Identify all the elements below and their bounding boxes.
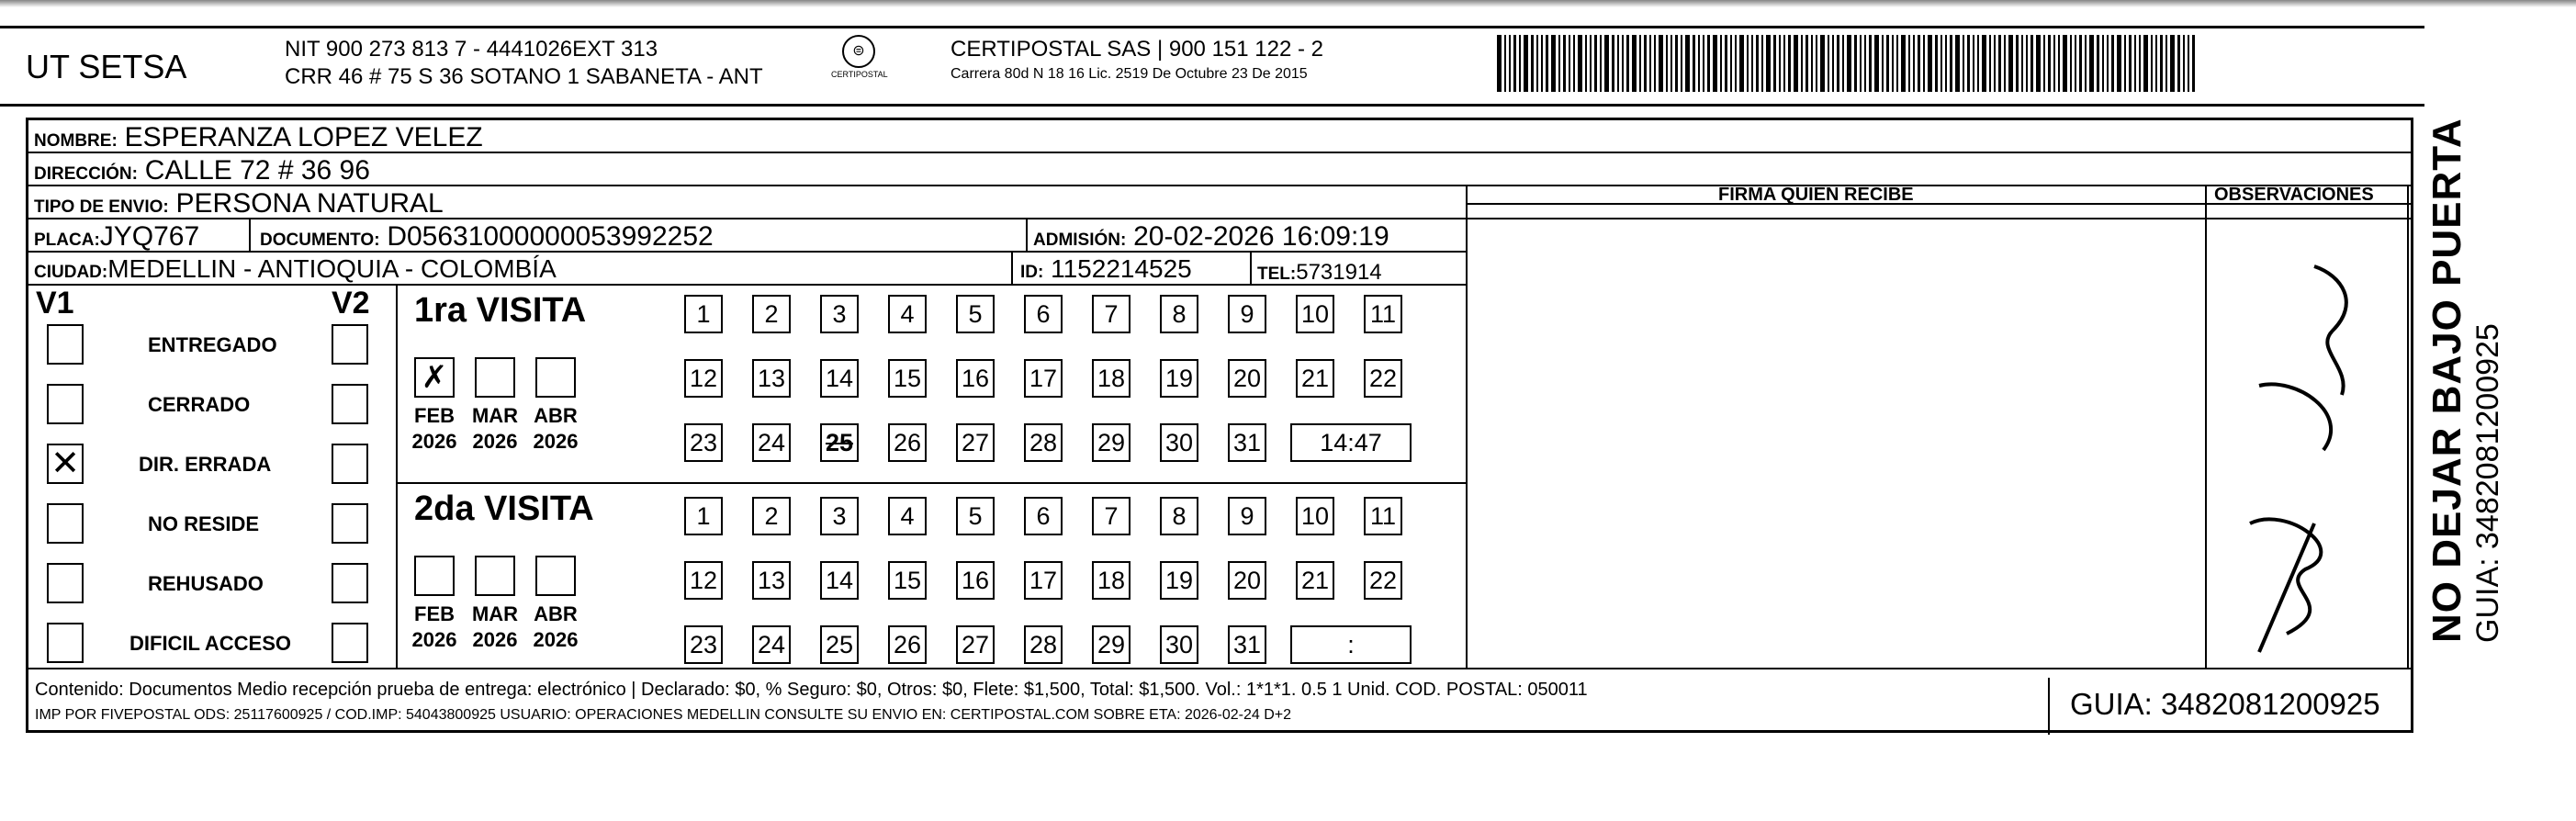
day-box[interactable]: 7 [1092,295,1131,333]
day-box[interactable]: 23 [684,423,723,462]
side-notice-big: NO DEJAR BAJO PUERTA [2424,118,2469,643]
day-box[interactable]: 10 [1296,295,1334,333]
v2-label: V2 [332,286,370,321]
cert-line-1: CERTIPOSTAL SAS | 900 151 122 - 2 [951,37,1323,62]
day-box[interactable]: 17 [1024,359,1063,398]
day-box[interactable]: 24 [752,625,791,664]
v1-checkbox[interactable]: ✕ [47,444,84,484]
footer-imp-line: IMP POR FIVEPOSTAL ODS: 25117600925 / COD.IMP: 54043800925 USUARIO: OPERACIONES MEDELLIN CONSULTE SU ENVIO EN: CERTIPOSTAL.COM SOBRE ETA: 2026-02-24 D+2 [35,707,1292,723]
day-box[interactable]: 25 [820,423,859,462]
day-box[interactable]: 19 [1160,561,1198,600]
id-label: ID: [1020,263,1044,282]
v1-checkbox[interactable] [47,384,84,424]
day-box[interactable]: 6 [1024,497,1063,535]
month-label: ABR 2026 [533,602,579,651]
logo-icon: ⊜ [842,35,875,68]
month-checkbox[interactable] [475,556,515,596]
month-checkbox[interactable] [535,556,576,596]
admision-label: ADMISIÓN: [1033,231,1127,250]
day-box[interactable]: 7 [1092,497,1131,535]
day-box[interactable]: 29 [1092,625,1131,664]
day-box[interactable]: 4 [888,295,927,333]
day-box[interactable]: 28 [1024,423,1063,462]
day-box[interactable]: 3 [820,497,859,535]
day-box[interactable]: 28 [1024,625,1063,664]
admision-value: 20-02-2026 16:09:19 [1133,221,1389,252]
documento-label: DOCUMENTO: [260,231,380,250]
handwritten-signature [2204,248,2388,670]
side-notice [2424,118,2506,643]
company-name: UT SETSA [26,48,187,85]
scan-edge [0,0,2576,7]
second-visit-title: 2da VISITA [414,489,594,528]
first-visit-title: 1ra VISITA [414,291,587,330]
day-box[interactable]: 8 [1160,497,1198,535]
ciudad-value: MEDELLIN - ANTIOQUIA - COLOMBÍA [107,254,557,283]
day-box[interactable]: 15 [888,561,927,600]
month-checkbox[interactable] [414,556,455,596]
day-box[interactable]: 8 [1160,295,1198,333]
v2-checkbox[interactable] [332,623,368,663]
day-box[interactable]: 5 [956,295,995,333]
v1-checkbox[interactable] [47,563,84,603]
day-box[interactable]: 12 [684,359,723,398]
v1-label: V1 [36,286,74,321]
month-checkbox[interactable] [475,357,515,398]
day-box[interactable]: 20 [1228,359,1266,398]
day-box[interactable]: 1 [684,497,723,535]
tipo-value: PERSONA NATURAL [175,188,444,219]
day-box[interactable]: 30 [1160,625,1198,664]
day-box[interactable]: 18 [1092,561,1131,600]
status-label: DIFICIL ACCESO [129,632,292,655]
placa-label: PLACA: [34,231,100,250]
day-box[interactable]: 31 [1228,625,1266,664]
month-label: FEB 2026 [411,602,457,651]
status-label: CERRADO [148,393,251,416]
day-box[interactable]: 16 [956,561,995,600]
day-box[interactable]: 9 [1228,295,1266,333]
day-box[interactable]: 27 [956,625,995,664]
day-box[interactable]: 20 [1228,561,1266,600]
day-box[interactable]: 18 [1092,359,1131,398]
day-box[interactable]: 13 [752,359,791,398]
v1-checkbox[interactable] [47,623,84,663]
day-box[interactable]: 27 [956,423,995,462]
day-box[interactable]: 12 [684,561,723,600]
documento-value: D05631000000053992252 [387,221,714,252]
barcode [1497,35,2232,92]
month-label: ABR 2026 [533,404,579,453]
time-field[interactable]: 14:47 [1290,423,1412,462]
v1-checkbox[interactable] [47,324,84,365]
tipo-label: TIPO DE ENVIO: [34,197,169,217]
guia-box: GUIA: 3482081200925 [2048,678,2413,735]
day-box[interactable]: 10 [1296,497,1334,535]
day-box[interactable]: 15 [888,359,927,398]
ciudad-label: CIUDAD: [34,263,108,282]
v2-checkbox[interactable] [332,503,368,544]
status-label: ENTREGADO [148,333,277,356]
v1-checkbox[interactable] [47,503,84,544]
nombre-value: ESPERANZA LOPEZ VELEZ [124,122,483,152]
day-box[interactable]: 30 [1160,423,1198,462]
month-checkbox[interactable]: ✗ [414,357,455,398]
logo-text: CERTIPOSTAL [831,70,888,79]
status-label: DIR. ERRADA [139,453,272,476]
cert-line-2: Carrera 80d N 18 16 Lic. 2519 De Octubre 23 De 2015 [951,66,1308,82]
day-box[interactable]: 13 [752,561,791,600]
day-box[interactable]: 3 [820,295,859,333]
status-label: NO RESIDE [148,512,260,535]
v2-checkbox[interactable] [332,444,368,484]
day-box[interactable]: 11 [1364,497,1402,535]
day-box[interactable]: 31 [1228,423,1266,462]
footer-content-line: Contenido: Documentos Medio recepción prueba de entrega: electrónico | Declarado: $0, % Seguro: $0, Otros: $0, Flete: $1,500, Total: $1,500. Vol.: 1*1*1. 0.5 1 Unid. COD. POSTAL: 050011 [35,680,1588,700]
v2-checkbox[interactable] [332,384,368,424]
v2-checkbox[interactable] [332,563,368,603]
direccion-value: CALLE 72 # 36 96 [144,155,370,186]
day-box[interactable]: 29 [1092,423,1131,462]
nombre-label: NOMBRE: [34,131,118,151]
placa-value: JYQ767 [99,221,200,252]
direccion-label: DIRECCIÓN: [34,164,138,184]
observaciones-header: OBSERVACIONES [2214,185,2374,205]
day-box[interactable]: 21 [1296,561,1334,600]
day-box[interactable]: 4 [888,497,927,535]
day-box[interactable]: 6 [1024,295,1063,333]
day-box[interactable]: 17 [1024,561,1063,600]
status-label: REHUSADO [148,572,264,595]
day-box[interactable]: 9 [1228,497,1266,535]
month-label: MAR 2026 [471,404,519,453]
day-box[interactable]: 23 [684,625,723,664]
day-box[interactable]: 24 [752,423,791,462]
day-box[interactable]: 1 [684,295,723,333]
day-box[interactable]: 26 [888,625,927,664]
delivery-form [26,118,2413,733]
nit-line-2: CRR 46 # 75 S 36 SOTANO 1 SABANETA - ANT [285,64,763,89]
id-value: 1152214525 [1051,254,1192,283]
day-box[interactable]: 11 [1364,295,1402,333]
month-label: FEB 2026 [411,404,457,453]
day-box[interactable]: 2 [752,497,791,535]
day-box[interactable]: 16 [956,359,995,398]
v2-checkbox[interactable] [332,324,368,365]
day-box[interactable]: 14 [820,359,859,398]
day-box[interactable]: 5 [956,497,995,535]
day-box[interactable]: 2 [752,295,791,333]
day-box[interactable]: 22 [1364,359,1402,398]
day-box[interactable]: 22 [1364,561,1402,600]
day-box[interactable]: 14 [820,561,859,600]
day-box[interactable]: 26 [888,423,927,462]
day-box[interactable]: 25 [820,625,859,664]
side-notice-guia: GUIA: 3482081200925 [2470,323,2505,643]
day-box[interactable]: 21 [1296,359,1334,398]
day-box[interactable]: 19 [1160,359,1198,398]
time-field[interactable]: : [1290,625,1412,664]
certipostal-logo [831,35,886,94]
month-checkbox[interactable] [535,357,576,398]
tel-label: TEL: [1257,264,1297,284]
nit-line-1: NIT 900 273 813 7 - 4441026EXT 313 [285,37,658,62]
firma-header: FIRMA QUIEN RECIBE [1718,185,1914,205]
month-label: MAR 2026 [471,602,519,651]
tel-value: 5731914 [1296,260,1382,285]
